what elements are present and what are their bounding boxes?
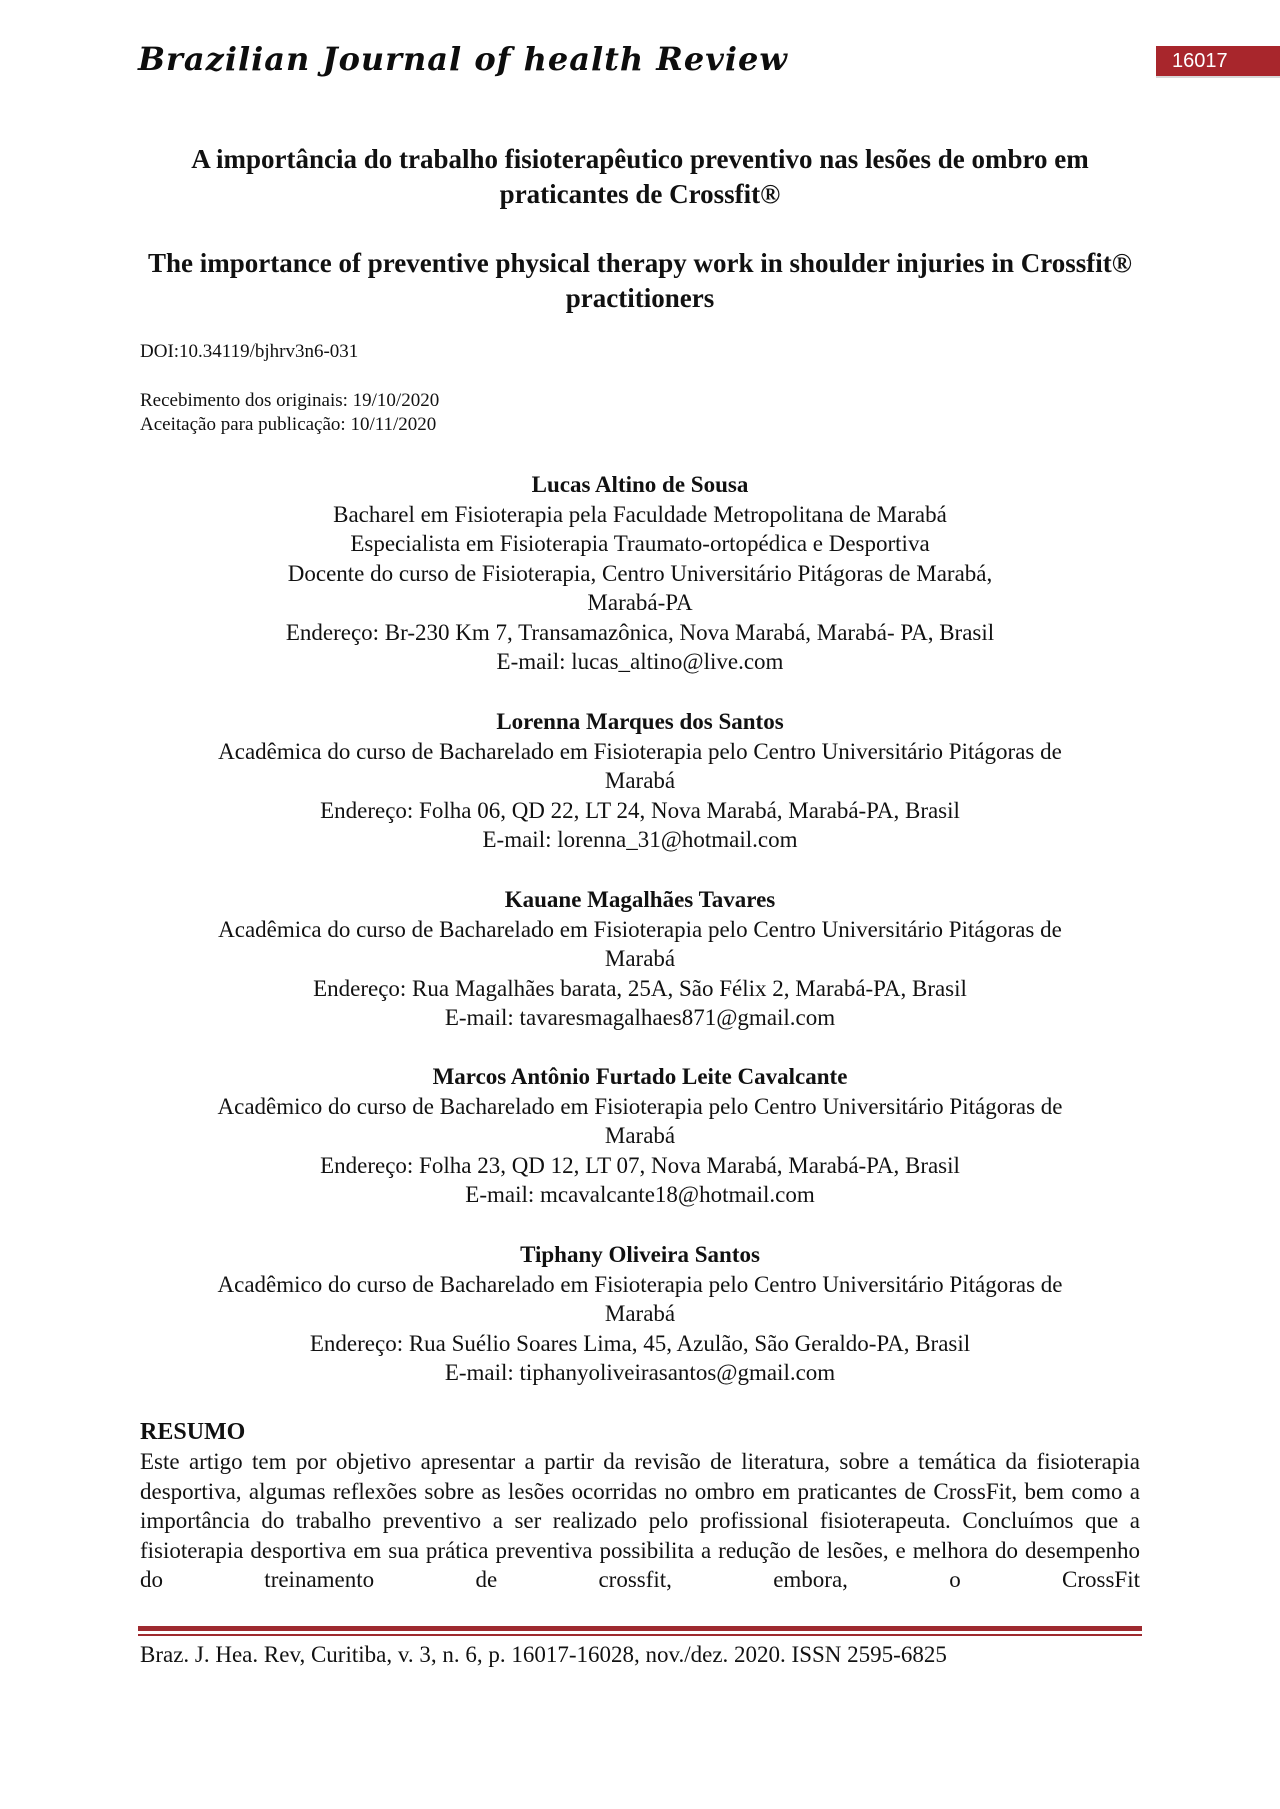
author-affiliation: Marabá [604,768,676,793]
author-affiliation: Especialista em Fisioterapia Traumato-ortopédica e Desportiva [350,531,930,556]
author-address: Endereço: Folha 06, QD 22, LT 24, Nova Marabá, Marabá-PA, Brasil [320,797,960,823]
author-name: Kauane Magalhães Tavares [504,887,776,912]
accepted-date: Aceitação para publicação: 10/11/2020 [140,414,437,435]
footer-divider [138,1626,1142,1631]
author-email: E-mail: lorenna_31@hotmail.com [482,827,798,852]
footer-citation: Braz. J. Hea. Rev, Curitiba, v. 3, n. 6, p. 16017-16028, nov./dez. 2020. ISSN 2595-6825 [140,1642,947,1667]
received-date: Recebimento dos originais: 19/10/2020 [140,390,440,411]
author-affiliation: Bacharel em Fisioterapia pela Faculdade Metropolitana de Marabá [333,501,947,527]
author-block [140,885,1140,1033]
author-email: E-mail: tiphanyoliveirasantos@gmail.com [444,1360,836,1385]
author-address: Endereço: Rua Magalhães barata, 25A, São Félix 2, Marabá-PA, Brasil [313,975,967,1001]
author-block [140,470,1140,677]
author-address: Endereço: Br-230 Km 7, Transamazônica, Nova Marabá, Marabá- PA, Brasil [285,619,995,645]
author-affiliation: Marabá [604,1301,676,1326]
author-affiliation: Acadêmica do curso de Bacharelado em Fisioterapia pelo Centro Universitário Pitágoras de [218,738,1062,764]
author-name: Tiphany Oliveira Santos [520,1242,760,1267]
author-email: E-mail: lucas_altino@live.com [496,649,784,674]
author-name: Lorenna Marques dos Santos [496,709,784,734]
author-affiliation: Marabá-PA [587,590,693,615]
abstract-body: Este artigo tem por objetivo apresentar a partir da revisão de literatura, sobre a temática da fisioterapia desportiva, algumas reflexões sobre as lesões ocorridas no ombro em praticantes de CrossFit, bem como a importância do trabalho preventivo a ser realizado pelo profissional fisioterapeuta. Concluímos que a fisioterapia desportiva em sua prática preventiva possibilita a redução de lesões, e melhora do desempenho do treinamento de crossfit, embora, o CrossFit [140,1449,1140,1592]
article-title-english: The importance of preventive physical therapy work in shoulder injuries in Crossfit® practitioners [148,248,1132,313]
author-email: E-mail: mcavalcante18@hotmail.com [465,1182,815,1207]
journal-title: Brazilian Journal of health Review [138,40,788,78]
author-address: Endereço: Rua Suélio Soares Lima, 45, Azulão, São Geraldo-PA, Brasil [309,1330,971,1356]
author-email: E-mail: tavaresmagalhaes871@gmail.com [444,1005,836,1030]
abstract-heading: RESUMO [140,1419,246,1445]
author-affiliation: Marabá [604,1123,676,1148]
author-name: Marcos Antônio Furtado Leite Cavalcante [432,1064,848,1089]
article-title-portuguese: A importância do trabalho fisioterapêutico preventivo nas lesões de ombro em praticantes de Crossfit® [191,144,1089,209]
author-affiliation: Marabá [604,946,676,971]
author-affiliation: Acadêmico do curso de Bacharelado em Fisioterapia pelo Centro Universitário Pitágoras de [217,1271,1063,1297]
author-block [140,1240,1140,1388]
author-name: Lucas Altino de Sousa [531,472,749,497]
author-affiliation: Acadêmico do curso de Bacharelado em Fisioterapia pelo Centro Universitário Pitágoras de [217,1093,1063,1119]
page-number-badge: 16017 [1156,46,1280,78]
author-address: Endereço: Folha 23, QD 12, LT 07, Nova Marabá, Marabá-PA, Brasil [320,1152,960,1178]
author-affiliation: Acadêmica do curso de Bacharelado em Fisioterapia pelo Centro Universitário Pitágoras de [218,916,1062,942]
author-block [140,1062,1140,1210]
author-block [140,707,1140,855]
author-affiliation: Docente do curso de Fisioterapia, Centro Universitário Pitágoras de Marabá, [287,560,993,586]
footer-divider-thin [138,1634,1142,1636]
doi-line: DOI:10.34119/bjhrv3n6-031 [140,341,359,362]
